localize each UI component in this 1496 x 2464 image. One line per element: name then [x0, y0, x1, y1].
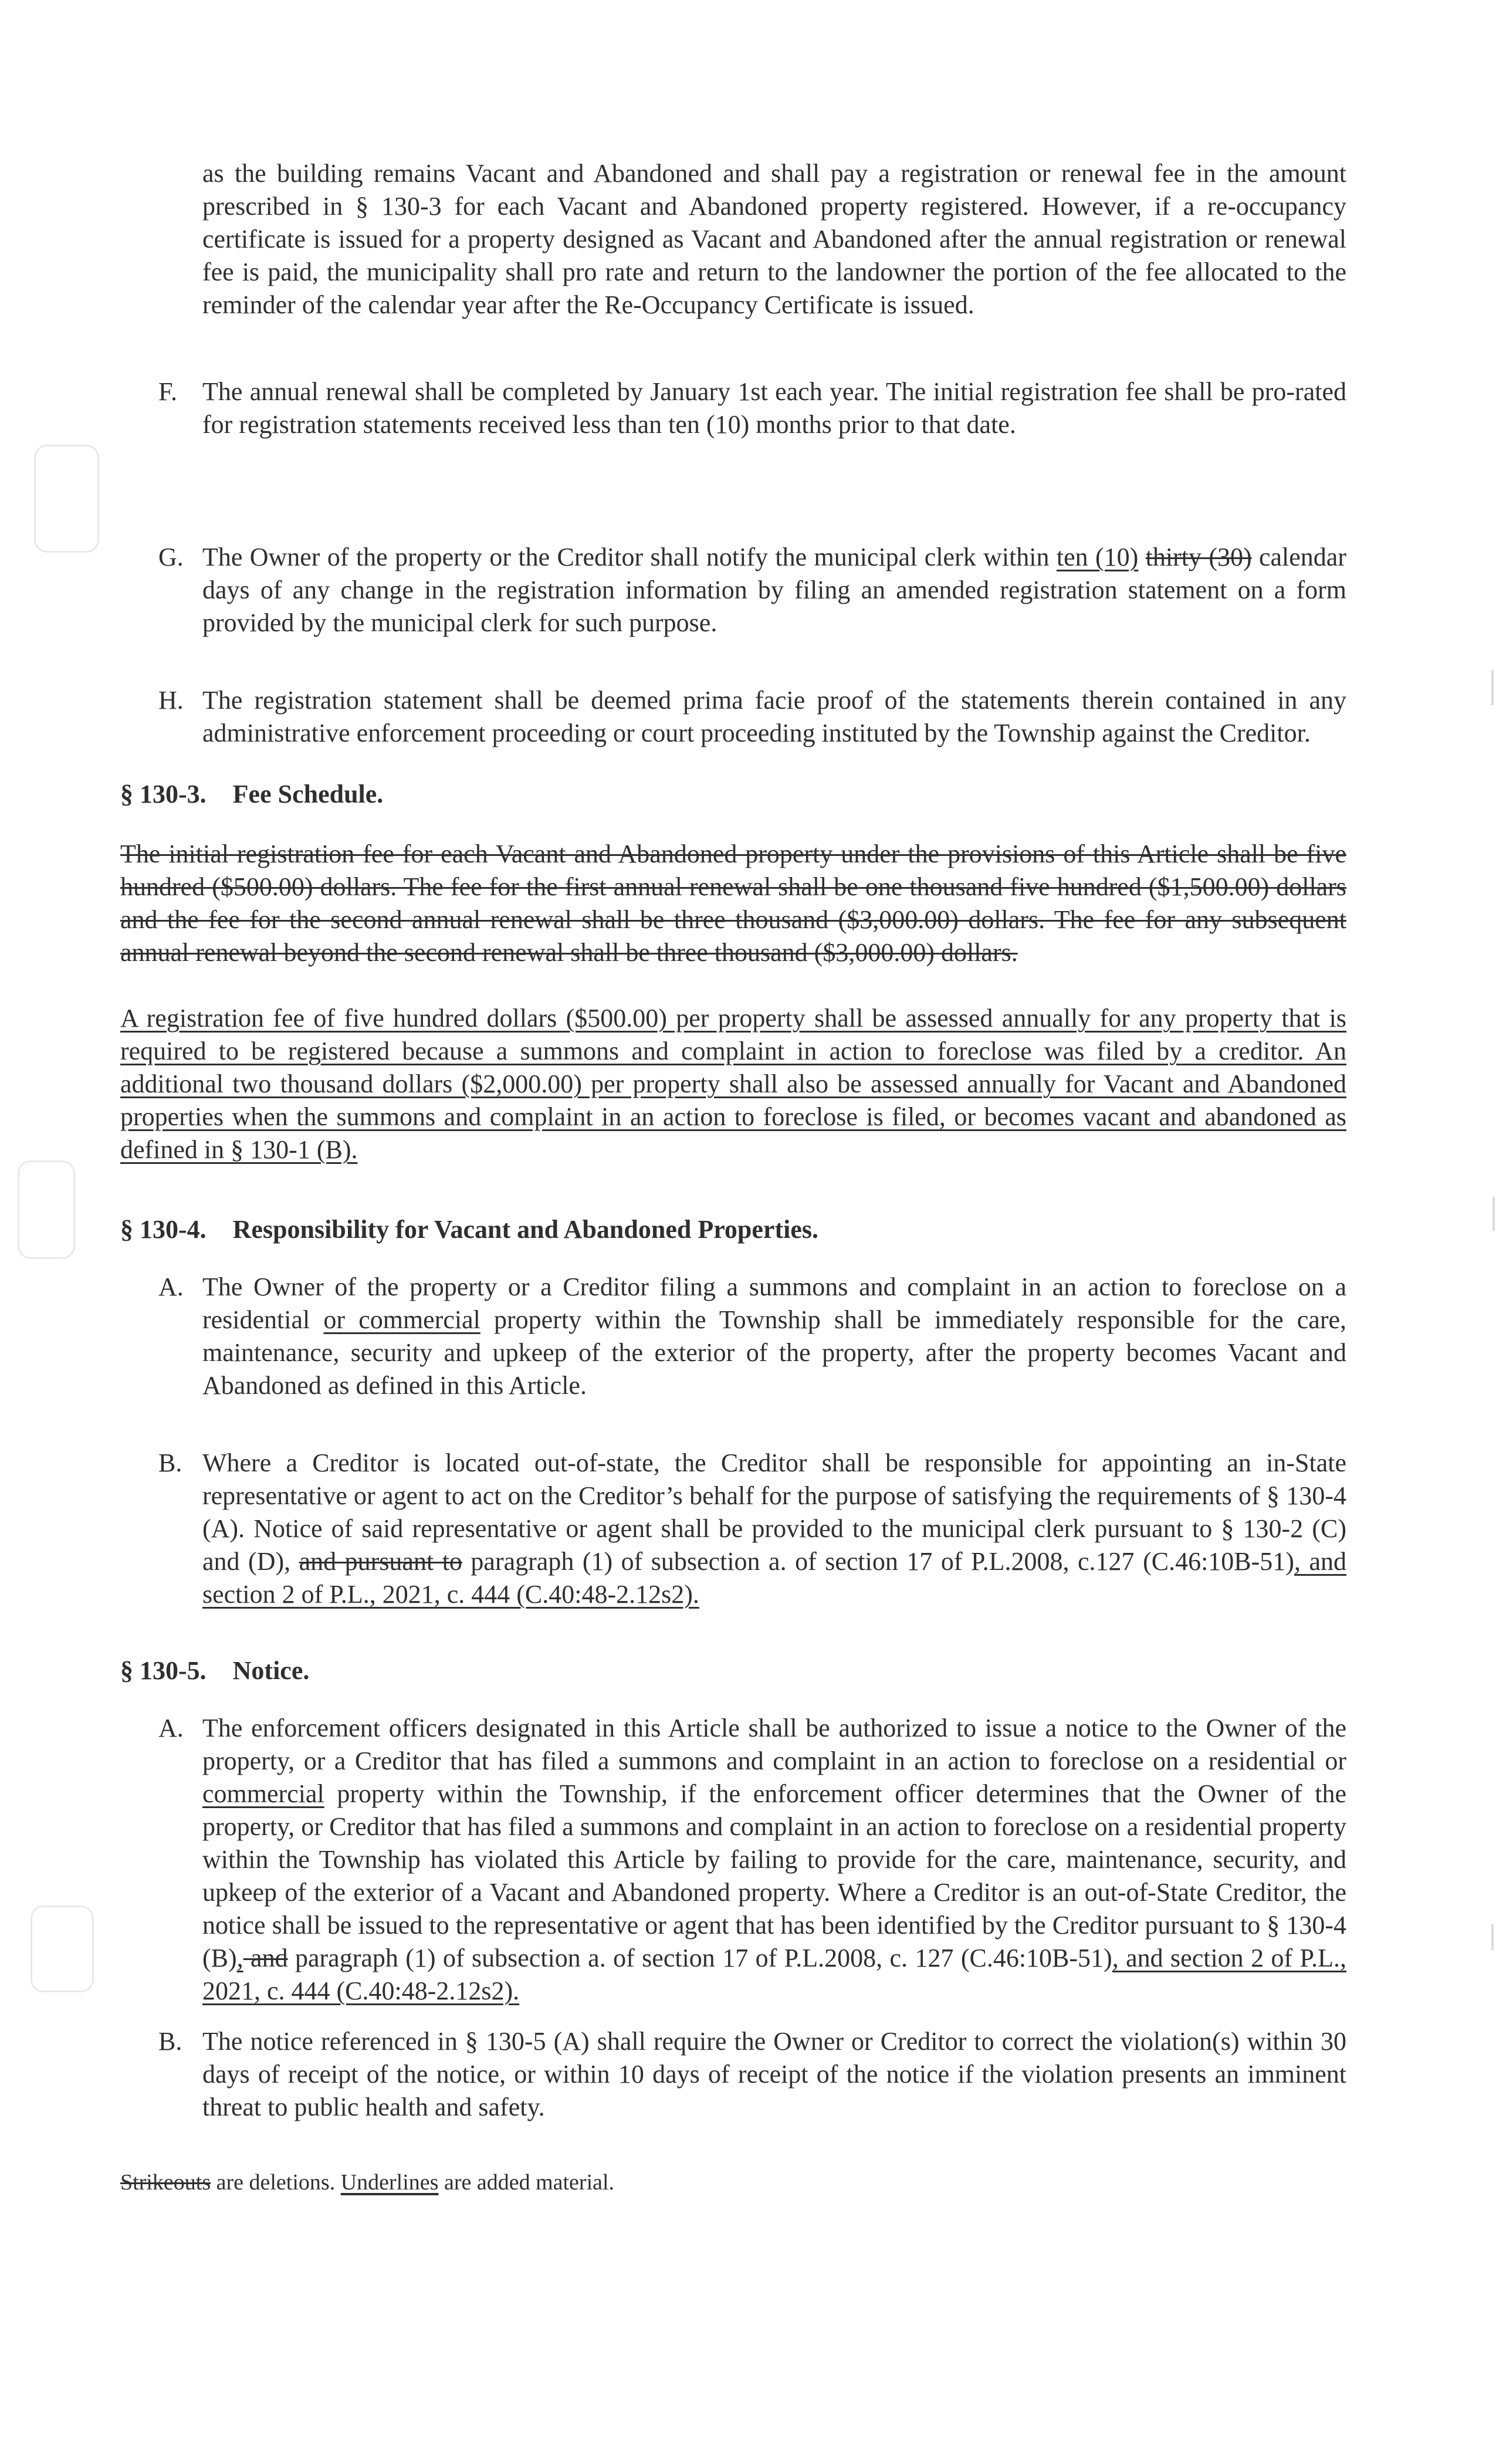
section-number: § 130-5.: [120, 1656, 207, 1685]
text-run-underline: , and section 2 of P.L., 2021, c. 444 (C.40:48-2.12s2).: [202, 1547, 1346, 1609]
paragraph-fee-schedule-deleted: [120, 838, 1346, 969]
text-run-normal: are added material.: [438, 2170, 615, 2195]
section-title: Responsibility for Vacant and Abandoned Properties.: [232, 1215, 818, 1244]
section-heading-130-5: [120, 1654, 1346, 1687]
scan-artifact-tick: [1492, 1197, 1495, 1231]
text-run-normal: The Owner of the property or a Creditor filing a summons and complaint in an action to foreclose on a residential: [202, 1272, 1346, 1334]
item-letter: B.: [158, 2027, 182, 2056]
document-body: [120, 157, 1346, 2199]
scan-artifact-bracket: [34, 445, 99, 553]
text-run-strike: thirty (30): [1145, 543, 1252, 571]
text-run-normal: property within the Township, if the enforcement officer determines that the Owner of the property, or Creditor that has filed a summons and complaint in an action to foreclose on a residential property within the Township has violated this Article by failing to provide for the care, maintenance, security, and upkeep of the exterior of a Vacant and Abandoned property. Where a Creditor is an out-of-State Creditor, the notice shall be issued to the representative or agent that has been identified by the Creditor pursuant to § 130-4 (B): [202, 1779, 1346, 1972]
text-run-normal: The annual renewal shall be completed by January 1st each year. The initial registration fee shall be pro-rated for registration statements received less than ten (10) months prior to that date.: [202, 377, 1346, 439]
section-heading-130-4: [120, 1213, 1346, 1246]
scan-artifact-bracket: [18, 1160, 75, 1259]
text-run-normal: paragraph (1) of subsection a. of section 17 of P.L.2008, c.127 (C.46:10B-51): [462, 1547, 1294, 1576]
paragraph-fee-schedule-added: [120, 1002, 1346, 1166]
text-run-strike: and pursuant to: [299, 1547, 462, 1576]
item-text: [202, 375, 1346, 441]
item-letter: A.: [158, 1272, 184, 1301]
text-run-normal: as the building remains Vacant and Abandoned and shall pay a registration or renewal fee in the amount prescribed in § 130-3 for each Vacant and Abandoned property registered. However, if a re-occupancy certificate is issued for a property designed as Vacant and Abandoned after the annual registration or renewal fee is paid, the municipality shall pro rate and return to the landowner the portion of the fee allocated to the reminder of the calendar year after the Re-Occupancy Certificate is issued.: [202, 159, 1346, 319]
item-text: [202, 541, 1346, 639]
text-run-underline: Underlines: [340, 2170, 439, 2195]
text-run-normal: Where a Creditor is located out-of-state, the Creditor shall be responsible for appointing an in-State representative or agent to act on the Creditor’s behalf for the purpose of satisfying the requirements of § 130-4 (A). Notice of said representative or agent shall be provided to the municipal clerk pursuant to § 130-2 (C) and (D),: [202, 1448, 1346, 1576]
text-run-normal: property within the Township shall be immediately responsible for the care, maintenance, security and upkeep of the exterior of the property, after the property becomes Vacant and Abandoned as defined in this Article.: [202, 1305, 1347, 1400]
text-run-underline: ,: [236, 1944, 243, 1972]
item-text: [202, 684, 1346, 750]
text-run-underline: commercial: [202, 1779, 324, 1808]
text-run-strike: and: [243, 1944, 288, 1972]
text-run-underline: , and section 2 of P.L., 2021, c. 444 (C.40:48-2.12s2).: [202, 1944, 1346, 2005]
text-run-underline: or commercial: [323, 1305, 480, 1334]
list-item-130-5-A: [120, 1712, 1346, 2008]
item-letter: H.: [158, 686, 184, 715]
list-item-G: [120, 541, 1346, 639]
section-number: § 130-3.: [120, 780, 207, 808]
item-letter: B.: [158, 1448, 182, 1477]
section-number: § 130-4.: [120, 1215, 207, 1244]
section-title: Fee Schedule.: [232, 780, 384, 808]
scan-artifact-tick: [1491, 670, 1494, 705]
paragraph-e-continuation: [202, 157, 1346, 321]
text-run-normal: are deletions.: [211, 2170, 341, 2195]
scan-artifact-bracket: [31, 1905, 94, 1992]
item-text: [202, 1271, 1346, 1402]
item-letter: F.: [158, 377, 177, 406]
text-run-strike: The initial registration fee for each Vacant and Abandoned property under the provisions of this Article shall be five hundred ($500.00) dollars. The fee for the first annual renewal shall be one thousand five hundred ($1,500.00) dollars and the fee for the second annual renewal shall be three thousand ($3,000.00) dollars. The fee for any subsequent annual renewal beyond the second renewal shall be three thousand ($3,000.00) dollars.: [120, 840, 1346, 967]
item-letter: A.: [158, 1714, 184, 1742]
item-text: [202, 1447, 1346, 1611]
text-run-normal: The enforcement officers designated in this Article shall be authorized to issue a notice to the Owner of the property, or a Creditor that has filed a summons and complaint in an action to foreclose on a residential or: [202, 1714, 1346, 1775]
item-text: [202, 2025, 1346, 2124]
text-run-normal: paragraph (1) of subsection a. of section 17 of P.L.2008, c. 127 (C.46:10B-51): [287, 1944, 1112, 1972]
text-run-strike: Strikeouts: [120, 2170, 211, 2195]
list-item-F: [120, 375, 1346, 441]
item-text: [202, 1712, 1346, 2008]
scan-artifact-tick: [1491, 1924, 1494, 1950]
item-letter: G.: [158, 543, 184, 571]
list-item-130-5-B: [120, 2025, 1346, 2124]
list-item-130-4-A: [120, 1271, 1346, 1402]
text-run-underline: A registration fee of five hundred dollars ($500.00) per property shall be assessed annually for any property that is required to be registered because a summons and complaint in action to foreclose was filed by a creditor. An additional two thousand dollars ($2,000.00) per property shall also be assessed annually for Vacant and Abandoned properties when the summons and complaint in an action to foreclose is filed, or becomes vacant and abandoned as defined in § 130-1 (B).: [120, 1004, 1346, 1164]
text-run-normal: The registration statement shall be deemed prima facie proof of the statements therein contained in any administrative enforcement proceeding or court proceeding instituted by the Township against the Creditor.: [202, 686, 1346, 747]
edit-marks-legend: [120, 2166, 1346, 2199]
text-run-underline: ten (10): [1056, 543, 1139, 571]
text-run-normal: [1138, 543, 1145, 571]
text-run-normal: calendar days of any change in the registration information by filing an amended registration statement on a form provided by the municipal clerk for such purpose.: [202, 543, 1346, 637]
text-run-normal: The notice referenced in § 130-5 (A) shall require the Owner or Creditor to correct the violation(s) within 30 days of receipt of the notice, or within 10 days of receipt of the notice if the violation presents an imminent threat to public health and safety.: [202, 2027, 1346, 2121]
text-run-normal: The Owner of the property or the Creditor shall notify the municipal clerk within: [202, 543, 1057, 571]
list-item-130-4-B: [120, 1447, 1346, 1611]
section-title: Notice.: [232, 1656, 310, 1685]
section-heading-130-3: [120, 778, 1346, 811]
list-item-H: [120, 684, 1346, 750]
